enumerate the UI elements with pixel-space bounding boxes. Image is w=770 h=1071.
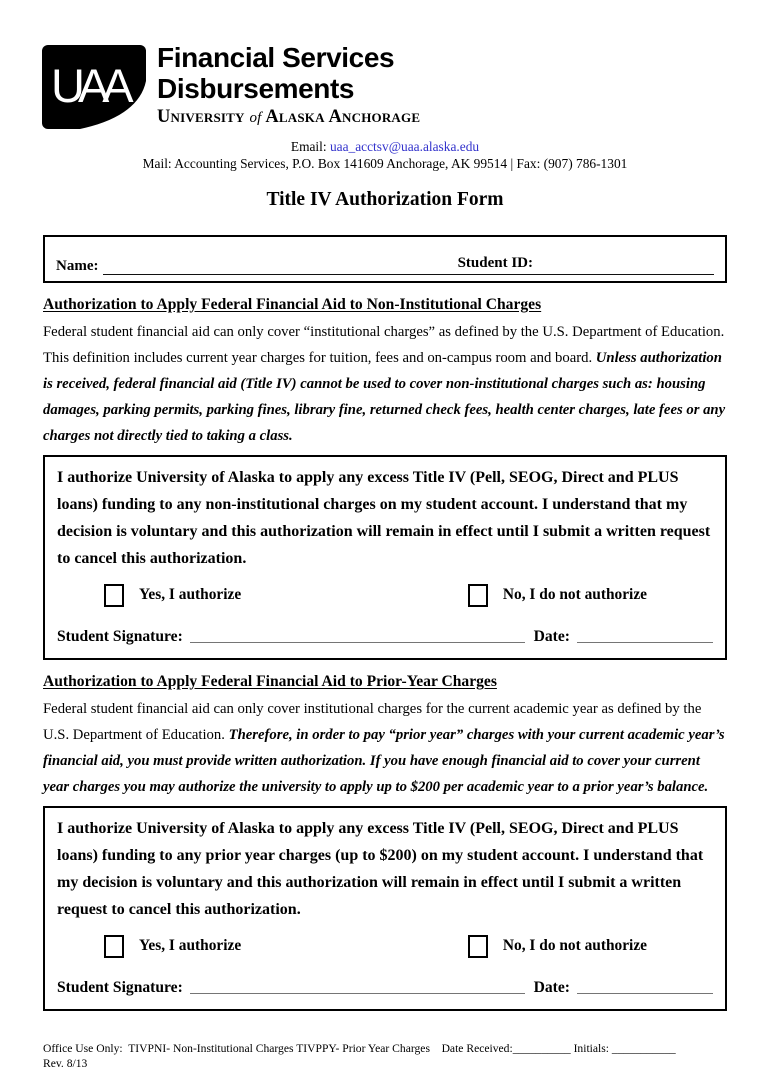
yes-option — [104, 584, 241, 607]
uaa-logo — [42, 45, 146, 129]
university-of: of — [249, 110, 262, 126]
date-label: Date: — [533, 979, 570, 996]
date-line[interactable] — [577, 631, 713, 643]
section-heading-non-institutional: Authorization to Apply Federal Financial Aid to Non-Institutional Charges — [43, 296, 542, 313]
university-word-2: Alaska Anchorage — [261, 107, 421, 127]
section-paragraph-prior-year — [43, 696, 727, 800]
student-id-label: Student ID: — [457, 255, 534, 271]
email-line — [0, 138, 770, 155]
date-received-label: Date Received: — [441, 1042, 513, 1055]
authorization-box-prior-year — [43, 806, 727, 1011]
department-block — [157, 42, 420, 129]
office-use-line — [43, 1041, 727, 1056]
paragraph-emphasis: Therefore, in order to pay “prior year” charges with your current academic year’s financial aid, you must provide written authorization. If you have enough financial aid to cover your current year charges you may authorize the university to apply up to $200 per academic year to a prior year’s balance. — [43, 727, 725, 795]
yes-checkbox[interactable] — [104, 935, 124, 958]
header — [0, 0, 770, 129]
initials-label: Initials: — [570, 1042, 612, 1055]
date-line[interactable] — [577, 982, 713, 994]
revision-text: Rev. 8/13 — [43, 1057, 88, 1070]
initials-line[interactable]: ___________ — [611, 1042, 676, 1055]
student-signature-label: Student Signature: — [57, 628, 183, 645]
authorization-statement: I authorize University of Alaska to apply any excess Title IV (Pell, SEOG, Direct and PLUS loans) funding to any prior year charges (up to $200) on my student account. I understand that my decision is voluntary and this authorization will remain in effect until I submit a written request to cancel this authorization. — [57, 820, 704, 918]
student-signature-line[interactable] — [190, 982, 525, 994]
student-signature-label: Student Signature: — [57, 979, 183, 996]
no-label: No, I do not authorize — [502, 937, 647, 954]
yes-label: Yes, I authorize — [139, 586, 242, 603]
email-label: Email: — [290, 139, 330, 154]
student-signature-line[interactable] — [190, 631, 525, 643]
name-input-line[interactable] — [103, 255, 714, 275]
logo-uaa-text: UAA — [51, 59, 127, 112]
paragraph-emphasis: Unless authorization is received, federal financial aid (Title IV) cannot be used to cover non-institutional charges such as: housing damages, parking permits, parking fines, library fine, returned check fees, health center charges, late fees or any charges not directly tied to taking a class. — [43, 350, 726, 444]
university-word-1: University — [157, 107, 250, 127]
signature-row — [57, 973, 713, 997]
no-checkbox[interactable] — [468, 935, 488, 958]
date-received-line[interactable]: __________ — [512, 1042, 571, 1055]
authorization-box-non-institutional — [43, 455, 727, 660]
signature-row — [57, 622, 713, 646]
paragraph-regular: Federal student financial aid can only cover “institutional charges” as defined by the U.S. Department of Education. This definition includes current year charges for tuition, fees and on-campus room and board. — [43, 324, 725, 366]
no-option — [468, 935, 647, 958]
mail-line: Mail: Accounting Services, P.O. Box 141609 Anchorage, AK 99514 | Fax: (907) 786-1301 — [142, 156, 628, 171]
yes-option — [104, 935, 241, 958]
contact-block — [0, 138, 770, 172]
yes-label: Yes, I authorize — [139, 937, 242, 954]
yes-checkbox[interactable] — [104, 584, 124, 607]
office-use-text: Office Use Only: TIVPNI- Non-Institutional Charges TIVPPY- Prior Year Charges — [43, 1042, 442, 1055]
university-name — [157, 106, 420, 129]
email-link[interactable]: uaa_acctsv@uaa.alaska.edu — [329, 139, 480, 154]
checkbox-row — [57, 932, 713, 960]
date-label: Date: — [533, 628, 570, 645]
section-paragraph-non-institutional — [43, 319, 727, 449]
authorization-statement: I authorize University of Alaska to apply any excess Title IV (Pell, SEOG, Direct and PLUS loans) funding to any non-institutional charges on my student account. I understand that my decision is voluntary and this authorization will remain in effect until I submit a written request to cancel this authorization. — [57, 469, 711, 567]
dept-line-2: Disbursements — [157, 73, 355, 104]
paragraph-regular: Federal student financial aid can only cover institutional charges for the current academic year as defined by the U.S. Department of Education. — [43, 701, 702, 743]
name-student-id-box — [43, 235, 727, 283]
footer — [43, 1041, 727, 1071]
name-label: Name: — [56, 258, 99, 274]
section-heading-prior-year: Authorization to Apply Federal Financial Aid to Prior-Year Charges — [43, 673, 497, 690]
no-label: No, I do not authorize — [502, 586, 647, 603]
checkbox-row — [57, 581, 713, 609]
no-option — [468, 584, 647, 607]
form-title: Title IV Authorization Form — [266, 189, 504, 210]
no-checkbox[interactable] — [468, 584, 488, 607]
dept-line-1: Financial Services — [157, 42, 395, 73]
